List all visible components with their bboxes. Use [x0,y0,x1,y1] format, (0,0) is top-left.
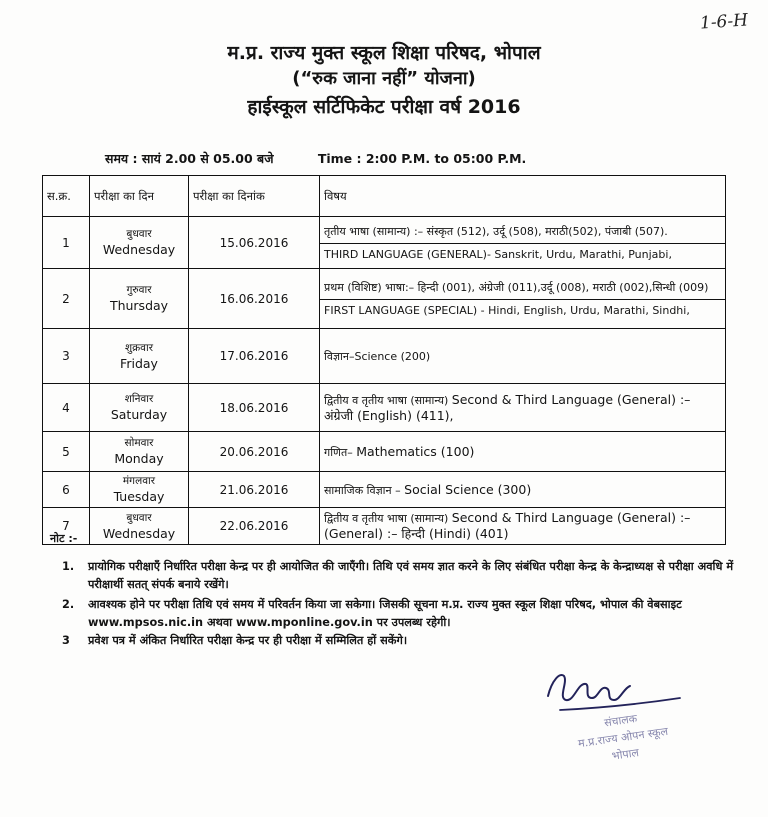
date-cell: 16.06.2016 [189,269,320,329]
day-hindi: शनिवार [124,393,154,405]
table-row [43,384,726,432]
subject-english: Mathematics (100) [356,443,475,459]
serial-cell: 2 [43,269,90,329]
day-english: Tuesday [113,489,165,504]
day-cell [90,329,189,384]
day-english: Saturday [110,407,168,422]
note-text: प्रवेश पत्र में अंकित निर्धारित परीक्षा केन्द्र पर ही परीक्षा में सम्मिलित हों सकेंगे। [88,634,408,647]
table-row [43,269,726,329]
subject-hindi: प्रथम (विशिष्ट) भाषा:– हिन्दी (001), अंग्रेजी (011),उर्दू (008), मराठी (002),सिन्धी (009) [320,277,725,300]
header-subject: विषय [320,176,726,217]
day-hindi: बुधवार [126,511,152,524]
exam-timing [105,150,526,167]
stamp-line-2: म.प्र.राज्य ओपन स्कूल [577,724,669,751]
subject-cell: विज्ञान–Science (200) [320,329,726,384]
subject-hindi: गणित– [324,445,353,459]
subject-cell [320,217,726,269]
date-cell: 18.06.2016 [189,384,320,432]
day-cell [90,472,189,508]
table-row [43,329,726,384]
page-number: 1-6-H [699,10,749,34]
subject-english: Second & Third Language (General) :– अंग्रेजी (English) (411), [324,391,691,423]
note-text: प्रायोगिक परीक्षाएँ निर्धारित परीक्षा केन्द्र पर ही आयोजित की जाएँगी। तिथि एवं समय ज्ञात करने के लिए संबंधित परीक्षा केन्द्र के केन्द्राध्यक्ष से परीक्षा अवधि में परीक्षार्थी सतत् संपर्क बनाये रखेंगे। [88,560,734,591]
note-number: 3 [62,634,70,647]
date-cell: 21.06.2016 [189,472,320,508]
day-cell [90,508,189,545]
header-serial: स.क्र. [43,176,90,217]
header-date: परीक्षा का दिनांक [189,176,320,217]
document-header [0,40,768,122]
subject-hindi: तृतीय भाषा (सामान्य) :– संस्कृत (512), उर्दू (508), मराठी(502), पंजाबी (507). [320,221,725,244]
day-hindi: सोमवार [124,437,154,449]
day-cell [90,269,189,329]
subject-cell [320,384,726,432]
day-hindi: मंगलवार [122,475,156,487]
timing-english: Time : 2:00 P.M. to 05:00 P.M. [317,151,527,166]
day-hindi: शुक्रवार [124,341,154,354]
note-text: आवश्यक होने पर परीक्षा तिथि एवं समय में परिवर्तन किया जा सकेगा। जिसकी सूचना म.प्र. राज्य मुक्त स्कूल शिक्षा परिषद, भोपाल की वेबसाइट www.mpsos.nic.in अथवा www.mponline.gov.in पर उपलब्ध रहेगी। [88,598,682,629]
date-cell: 20.06.2016 [189,432,320,472]
date-cell: 22.06.2016 [189,508,320,545]
timing-hindi: समय : सायं 2.00 से 05.00 बजे [105,151,274,166]
table-row [43,217,726,269]
subject-cell [320,508,726,545]
table-header-row [43,176,726,217]
day-cell [90,217,189,269]
note-item [62,632,742,650]
board-name: म.प्र. राज्य मुक्त स्कूल शिक्षा परिषद, भोपाल [227,42,541,64]
serial-cell: 4 [43,384,90,432]
subject-english: Social Science (300) [404,481,532,497]
day-cell [90,432,189,472]
subject-english: FIRST LANGUAGE (SPECIAL) - Hindi, English, Urdu, Marathi, Sindhi, [324,303,690,317]
day-english: Thursday [109,298,169,313]
table-row [43,472,726,508]
table-row [43,508,726,545]
serial-cell: 5 [43,432,90,472]
signature-stroke [548,675,630,700]
date-cell: 17.06.2016 [189,329,320,384]
note-number: 1. [62,560,75,573]
scheme-name: (“रुक जाना नहीं” योजना) [292,68,476,89]
notes-heading: नोट :- [50,532,78,545]
day-english: Wednesday [102,242,176,257]
table-row [43,432,726,472]
serial-cell: 6 [43,472,90,508]
subject-hindi: सामाजिक विज्ञान – [324,483,401,497]
serial-cell: 1 [43,217,90,269]
day-english: Friday [120,355,158,371]
header-day: परीक्षा का दिन [90,176,189,217]
day-english: Monday [114,451,164,466]
day-hindi: बुधवार [126,228,152,240]
note-item [62,596,742,632]
day-cell [90,384,189,432]
note-number: 2. [62,598,75,611]
subject-cell [320,269,726,329]
subject-hindi: द्वितीय व तृतीय भाषा (सामान्य) [324,512,449,525]
stamp-line-1: संचालक [603,711,638,730]
subject-english: Second & Third Language (General) :– (General) :– हिन्दी (Hindi) (401) [324,510,691,541]
day-hindi: गुरुवार [126,284,152,296]
subject-cell [320,472,726,508]
subject-english: THIRD LANGUAGE (GENERAL)- Sanskrit, Urdu, Marathi, Punjabi, [324,247,672,261]
serial-cell: 7 [43,508,90,545]
note-item [62,558,742,594]
serial-cell: 3 [43,329,90,384]
stamp-line-3: भोपाल [611,746,640,763]
day-english: Wednesday [102,525,176,541]
subject-cell [320,432,726,472]
date-cell: 15.06.2016 [189,217,320,269]
subject-hindi: द्वितीय व तृतीय भाषा (सामान्य) [324,393,449,407]
exam-schedule-table [42,175,726,545]
exam-title: हाईस्कूल सर्टिफिकेट परीक्षा वर्ष 2016 [247,96,521,118]
